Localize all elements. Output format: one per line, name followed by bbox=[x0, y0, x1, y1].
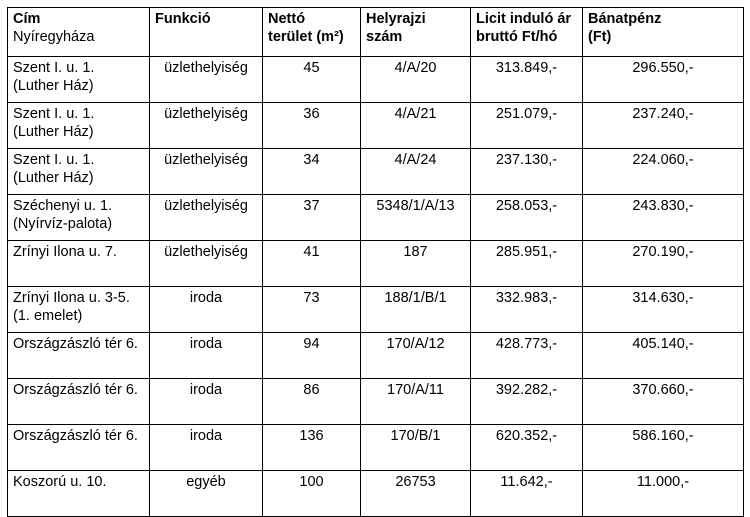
cell-function: üzlethelyiség bbox=[150, 195, 263, 241]
cell-area: 100 bbox=[263, 471, 361, 517]
cell-area: 34 bbox=[263, 149, 361, 195]
cell-address: Zrínyi Ilona u. 7. bbox=[8, 241, 150, 287]
cell-plot-number: 170/A/11 bbox=[361, 379, 471, 425]
cell-plot-number: 4/A/20 bbox=[361, 57, 471, 103]
table-row bbox=[8, 57, 744, 103]
cell-function: iroda bbox=[150, 333, 263, 379]
cell-starting-price: 392.282,- bbox=[471, 379, 583, 425]
cell-plot-number: 5348/1/A/13 bbox=[361, 195, 471, 241]
cell-address: Zrínyi Ilona u. 3-5. (1. emelet) bbox=[8, 287, 150, 333]
cell-starting-price: 285.951,- bbox=[471, 241, 583, 287]
table-row bbox=[8, 241, 744, 287]
cell-address: Koszorú u. 10. bbox=[8, 471, 150, 517]
cell-deposit: 237.240,- bbox=[583, 103, 744, 149]
cell-deposit: 586.160,- bbox=[583, 425, 744, 471]
cell-address: Szent I. u. 1. (Luther Ház) bbox=[8, 103, 150, 149]
cell-address: Széchenyi u. 1. (Nyírvíz-palota) bbox=[8, 195, 150, 241]
cell-deposit: 270.190,- bbox=[583, 241, 744, 287]
cell-function: üzlethelyiség bbox=[150, 149, 263, 195]
cell-starting-price: 237.130,- bbox=[471, 149, 583, 195]
cell-address: Szent I. u. 1. (Luther Ház) bbox=[8, 149, 150, 195]
cell-deposit: 405.140,- bbox=[583, 333, 744, 379]
cell-deposit: 224.060,- bbox=[583, 149, 744, 195]
cell-area: 45 bbox=[263, 57, 361, 103]
table-row bbox=[8, 103, 744, 149]
property-table bbox=[7, 7, 744, 517]
cell-deposit: 243.830,- bbox=[583, 195, 744, 241]
table-row bbox=[8, 195, 744, 241]
cell-deposit: 11.000,- bbox=[583, 471, 744, 517]
cell-plot-number: 170/A/12 bbox=[361, 333, 471, 379]
cell-starting-price: 620.352,- bbox=[471, 425, 583, 471]
cell-starting-price: 251.079,- bbox=[471, 103, 583, 149]
cell-function: iroda bbox=[150, 379, 263, 425]
cell-area: 37 bbox=[263, 195, 361, 241]
header-function: Funkció bbox=[150, 8, 263, 57]
cell-starting-price: 258.053,- bbox=[471, 195, 583, 241]
cell-function: iroda bbox=[150, 287, 263, 333]
cell-deposit: 370.660,- bbox=[583, 379, 744, 425]
cell-plot-number: 4/A/21 bbox=[361, 103, 471, 149]
cell-starting-price: 11.642,- bbox=[471, 471, 583, 517]
cell-address: Szent I. u. 1. (Luther Ház) bbox=[8, 57, 150, 103]
cell-starting-price: 428.773,- bbox=[471, 333, 583, 379]
cell-deposit: 314.630,- bbox=[583, 287, 744, 333]
cell-plot-number: 170/B/1 bbox=[361, 425, 471, 471]
cell-function: üzlethelyiség bbox=[150, 57, 263, 103]
cell-function: üzlethelyiség bbox=[150, 103, 263, 149]
cell-plot-number: 4/A/24 bbox=[361, 149, 471, 195]
cell-function: üzlethelyiség bbox=[150, 241, 263, 287]
cell-area: 41 bbox=[263, 241, 361, 287]
table-row bbox=[8, 149, 744, 195]
cell-address: Országzászló tér 6. bbox=[8, 379, 150, 425]
cell-plot-number: 26753 bbox=[361, 471, 471, 517]
cell-area: 73 bbox=[263, 287, 361, 333]
cell-starting-price: 332.983,- bbox=[471, 287, 583, 333]
cell-address: Országzászló tér 6. bbox=[8, 333, 150, 379]
table-row bbox=[8, 471, 744, 517]
cell-plot-number: 187 bbox=[361, 241, 471, 287]
header-deposit: Bánatpénz (Ft) bbox=[583, 8, 744, 57]
cell-area: 136 bbox=[263, 425, 361, 471]
cell-area: 36 bbox=[263, 103, 361, 149]
cell-starting-price: 313.849,- bbox=[471, 57, 583, 103]
header-row bbox=[8, 8, 744, 57]
table-row bbox=[8, 287, 744, 333]
header-area: Nettó terület (m²) bbox=[263, 8, 361, 57]
cell-plot-number: 188/1/B/1 bbox=[361, 287, 471, 333]
cell-function: iroda bbox=[150, 425, 263, 471]
header-address: Cím Nyíregyháza bbox=[8, 8, 150, 57]
cell-area: 94 bbox=[263, 333, 361, 379]
table-row bbox=[8, 425, 744, 471]
cell-area: 86 bbox=[263, 379, 361, 425]
header-plot-number: Helyrajzi szám bbox=[361, 8, 471, 57]
table-row bbox=[8, 379, 744, 425]
cell-deposit: 296.550,- bbox=[583, 57, 744, 103]
cell-function: egyéb bbox=[150, 471, 263, 517]
cell-address: Országzászló tér 6. bbox=[8, 425, 150, 471]
table-body bbox=[8, 57, 744, 517]
table-row bbox=[8, 333, 744, 379]
header-starting-price: Licit induló ár bruttó Ft/hó bbox=[471, 8, 583, 57]
